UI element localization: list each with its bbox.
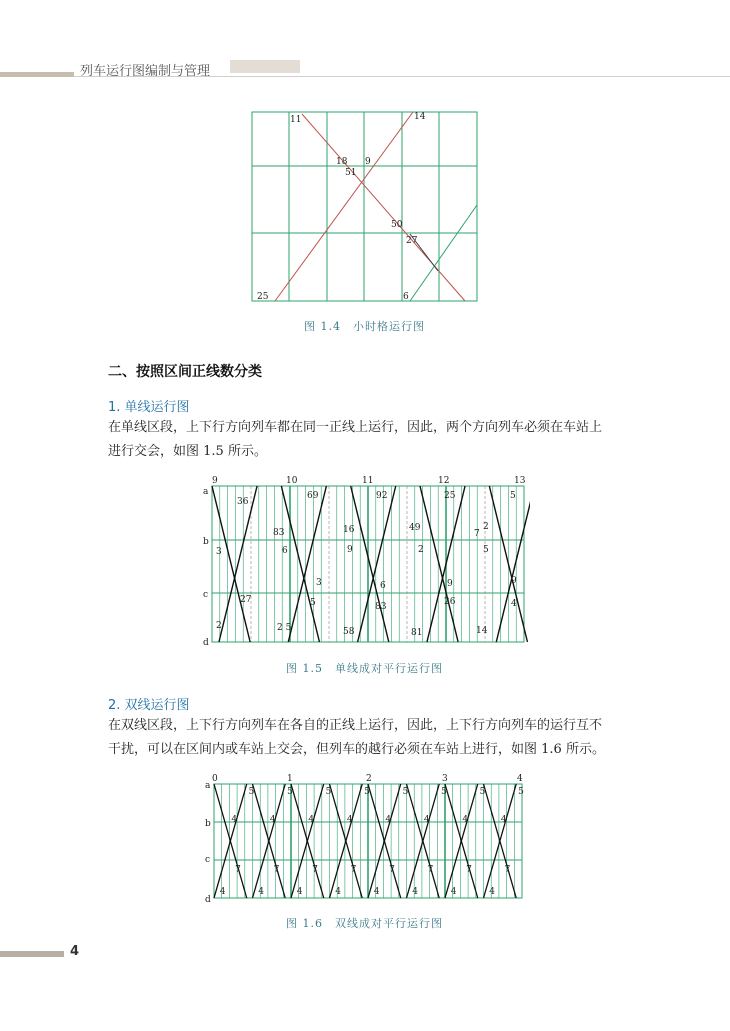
fig14-train-6 [410, 205, 477, 301]
figure-1-5-single-track-diagram [200, 474, 530, 649]
fig15-train-label: 2 [483, 522, 489, 532]
paragraph-line: 进行交会，如图 1.5 所示。 [108, 444, 267, 459]
fig15-train-label: 2 [216, 621, 222, 631]
train-line-down [212, 486, 250, 642]
fig16-train-label: 4 [231, 815, 238, 825]
fig16-train-label: 5 [248, 787, 255, 797]
fig14-label: 51 [345, 168, 357, 178]
fig15-train-label: 36 [237, 497, 249, 507]
paragraph-line: 干扰，可以在区间内或车站上交会，但列车的越行必须在车站上进行，如图 1.6 所示。 [108, 742, 605, 757]
fig15-hour-label: 9 [212, 476, 218, 486]
fig15-train-label: 9 [447, 579, 453, 589]
fig16-train-label: 4 [462, 815, 469, 825]
paragraph-line: 在单线区段，上下行方向列车都在同一正线上运行，因此，两个方向列车必须在车站上 [108, 420, 603, 435]
fig15-train-label: 92 [376, 491, 388, 501]
fig15-station-label: d [203, 638, 209, 648]
fig15-train-label: 16 [343, 525, 355, 535]
fig14-label: 25 [257, 292, 269, 302]
fig14-grid [252, 112, 477, 301]
fig15-train-label: 14 [476, 626, 488, 636]
subsection-2-paragraph [108, 714, 668, 762]
fig16-train-label: 4 [412, 887, 419, 897]
figure-1-6-double-track-diagram [200, 772, 530, 907]
fig16-train-label: 7 [273, 865, 280, 875]
fig15-train-label: 5 [310, 598, 316, 608]
fig15-train-label: 81 [411, 628, 423, 638]
header-accent-bar [0, 72, 74, 77]
train-line-up [288, 486, 326, 642]
fig15-train-label: 2 5 [277, 623, 292, 633]
fig16-train-label: 4 [269, 815, 276, 825]
train-line-down [281, 486, 319, 642]
fig16-train-label: 7 [466, 865, 472, 875]
fig16-train-label: 4 [450, 887, 457, 897]
fig15-train-label: 4 [511, 599, 517, 609]
fig15-hour-label: 13 [514, 476, 526, 486]
fig16-train-label: 7 [350, 865, 357, 875]
subsection-1-paragraph [108, 416, 668, 464]
fig16-train-label: 7 [235, 865, 241, 875]
fig15-station-label: b [203, 537, 209, 547]
fig15-train-label: 7 [474, 529, 480, 539]
figure-1-6-caption: 图 1.6 双线成对平行运行图 [286, 917, 443, 930]
fig16-train-label: 4 [373, 887, 380, 897]
fig16-train-label: 4 [335, 887, 342, 897]
fig15-grid [212, 486, 524, 642]
footer-accent-bar [0, 951, 64, 957]
section-heading: 二、按照区间正线数分类 [108, 364, 262, 380]
fig15-train-label: 25 [444, 491, 456, 501]
fig15-hour-label: 11 [362, 476, 374, 486]
figure-1-5-caption: 图 1.5 单线成对平行运行图 [286, 662, 443, 675]
fig16-train-label: 7 [427, 865, 434, 875]
fig16-hour-label: 1 [287, 774, 293, 784]
fig16-train-label: 4 [219, 887, 226, 897]
fig16-hour-label: 0 [212, 774, 218, 784]
fig16-train-label: 5 [325, 787, 332, 797]
fig15-train-label: 83 [273, 528, 285, 538]
fig14-label: 18 [336, 157, 348, 167]
fig16-hour-label: 4 [517, 774, 523, 784]
subsection-1-heading: 1. 单线运行图 [108, 400, 190, 415]
fig16-train-label: 4 [296, 887, 303, 897]
fig15-train-label: 49 [409, 523, 421, 533]
fig15-train-label: 27 [240, 595, 252, 605]
fig16-grid [214, 784, 522, 898]
fig16-train-label: 5 [402, 787, 409, 797]
header-tab-bar [230, 60, 300, 73]
fig16-train-label: 7 [389, 865, 395, 875]
fig16-train-label: 5 [364, 787, 370, 797]
fig15-trains [212, 486, 530, 642]
fig16-train-label: 4 [346, 815, 353, 825]
fig15-train-label: 3 [316, 578, 322, 588]
fig16-train-label: 5 [518, 787, 524, 797]
fig16-train-label: 4 [500, 815, 507, 825]
fig16-trains [214, 784, 516, 898]
fig16-train-label: 5 [287, 787, 293, 797]
paragraph-line: 在双线区段，上下行方向列车在各自的正线上运行，因此，上下行方向列车的运行互不 [108, 718, 603, 733]
fig15-station-label: c [203, 590, 209, 600]
fig16-station-label: c [205, 855, 211, 865]
fig15-train-label: 6 [282, 546, 288, 556]
running-header-title: 列车运行图编制与管理 [80, 64, 211, 79]
fig15-train-label: 6 [380, 581, 386, 591]
fig16-train-label: 4 [385, 815, 392, 825]
fig14-label: 50 [391, 220, 403, 230]
fig15-train-label: 83 [375, 602, 387, 612]
fig14-label: 9 [365, 157, 371, 167]
fig16-train-label: 4 [258, 887, 265, 897]
fig15-train-label: 9 [511, 576, 517, 586]
train-line-down [351, 486, 389, 642]
fig14-train-11 [302, 114, 465, 301]
fig15-train-label: 5 [483, 545, 489, 555]
fig14-train-25-14 [275, 112, 413, 301]
fig16-train-label: 4 [423, 815, 430, 825]
fig15-hour-label: 10 [286, 476, 298, 486]
fig16-train-label: 5 [441, 787, 447, 797]
train-line-up [496, 486, 530, 642]
fig16-train-label: 4 [308, 815, 315, 825]
fig14-label: 27 [406, 236, 418, 246]
fig16-hour-label: 2 [366, 774, 372, 784]
fig15-train-label: 3 [216, 547, 222, 557]
train-line-up [219, 486, 257, 642]
train-line-up [358, 486, 396, 642]
fig15-train-label: 58 [343, 627, 355, 637]
page-number: 4 [70, 944, 80, 959]
fig16-train-label: 7 [504, 865, 511, 875]
fig14-label: 6 [403, 292, 409, 302]
fig15-train-label: 2 [418, 545, 424, 555]
fig16-station-label: b [205, 819, 211, 829]
train-line-down [420, 486, 458, 642]
fig15-train-label: 9 [347, 545, 353, 555]
fig16-train-label: 7 [312, 865, 318, 875]
fig14-label: 11 [290, 115, 302, 125]
fig15-station-label: a [203, 487, 209, 497]
fig16-station-label: a [205, 781, 211, 791]
fig16-train-labels [220, 787, 524, 897]
fig15-hour-label: 12 [438, 476, 450, 486]
fig16-train-label: 4 [489, 887, 496, 897]
subsection-2-heading: 2. 双线运行图 [108, 698, 190, 713]
fig15-train-label: 69 [307, 491, 319, 501]
fig16-hour-label: 3 [442, 774, 448, 784]
figure-1-4-caption: 图 1.4 小时格运行图 [304, 320, 425, 333]
fig15-train-label: 26 [444, 597, 456, 607]
fig14-label: 14 [414, 112, 426, 122]
fig16-station-label: d [205, 895, 211, 905]
fig16-train-label: 5 [479, 787, 486, 797]
figure-1-4-hour-grid-diagram [245, 105, 490, 310]
fig15-train-label: 5 [510, 491, 516, 501]
